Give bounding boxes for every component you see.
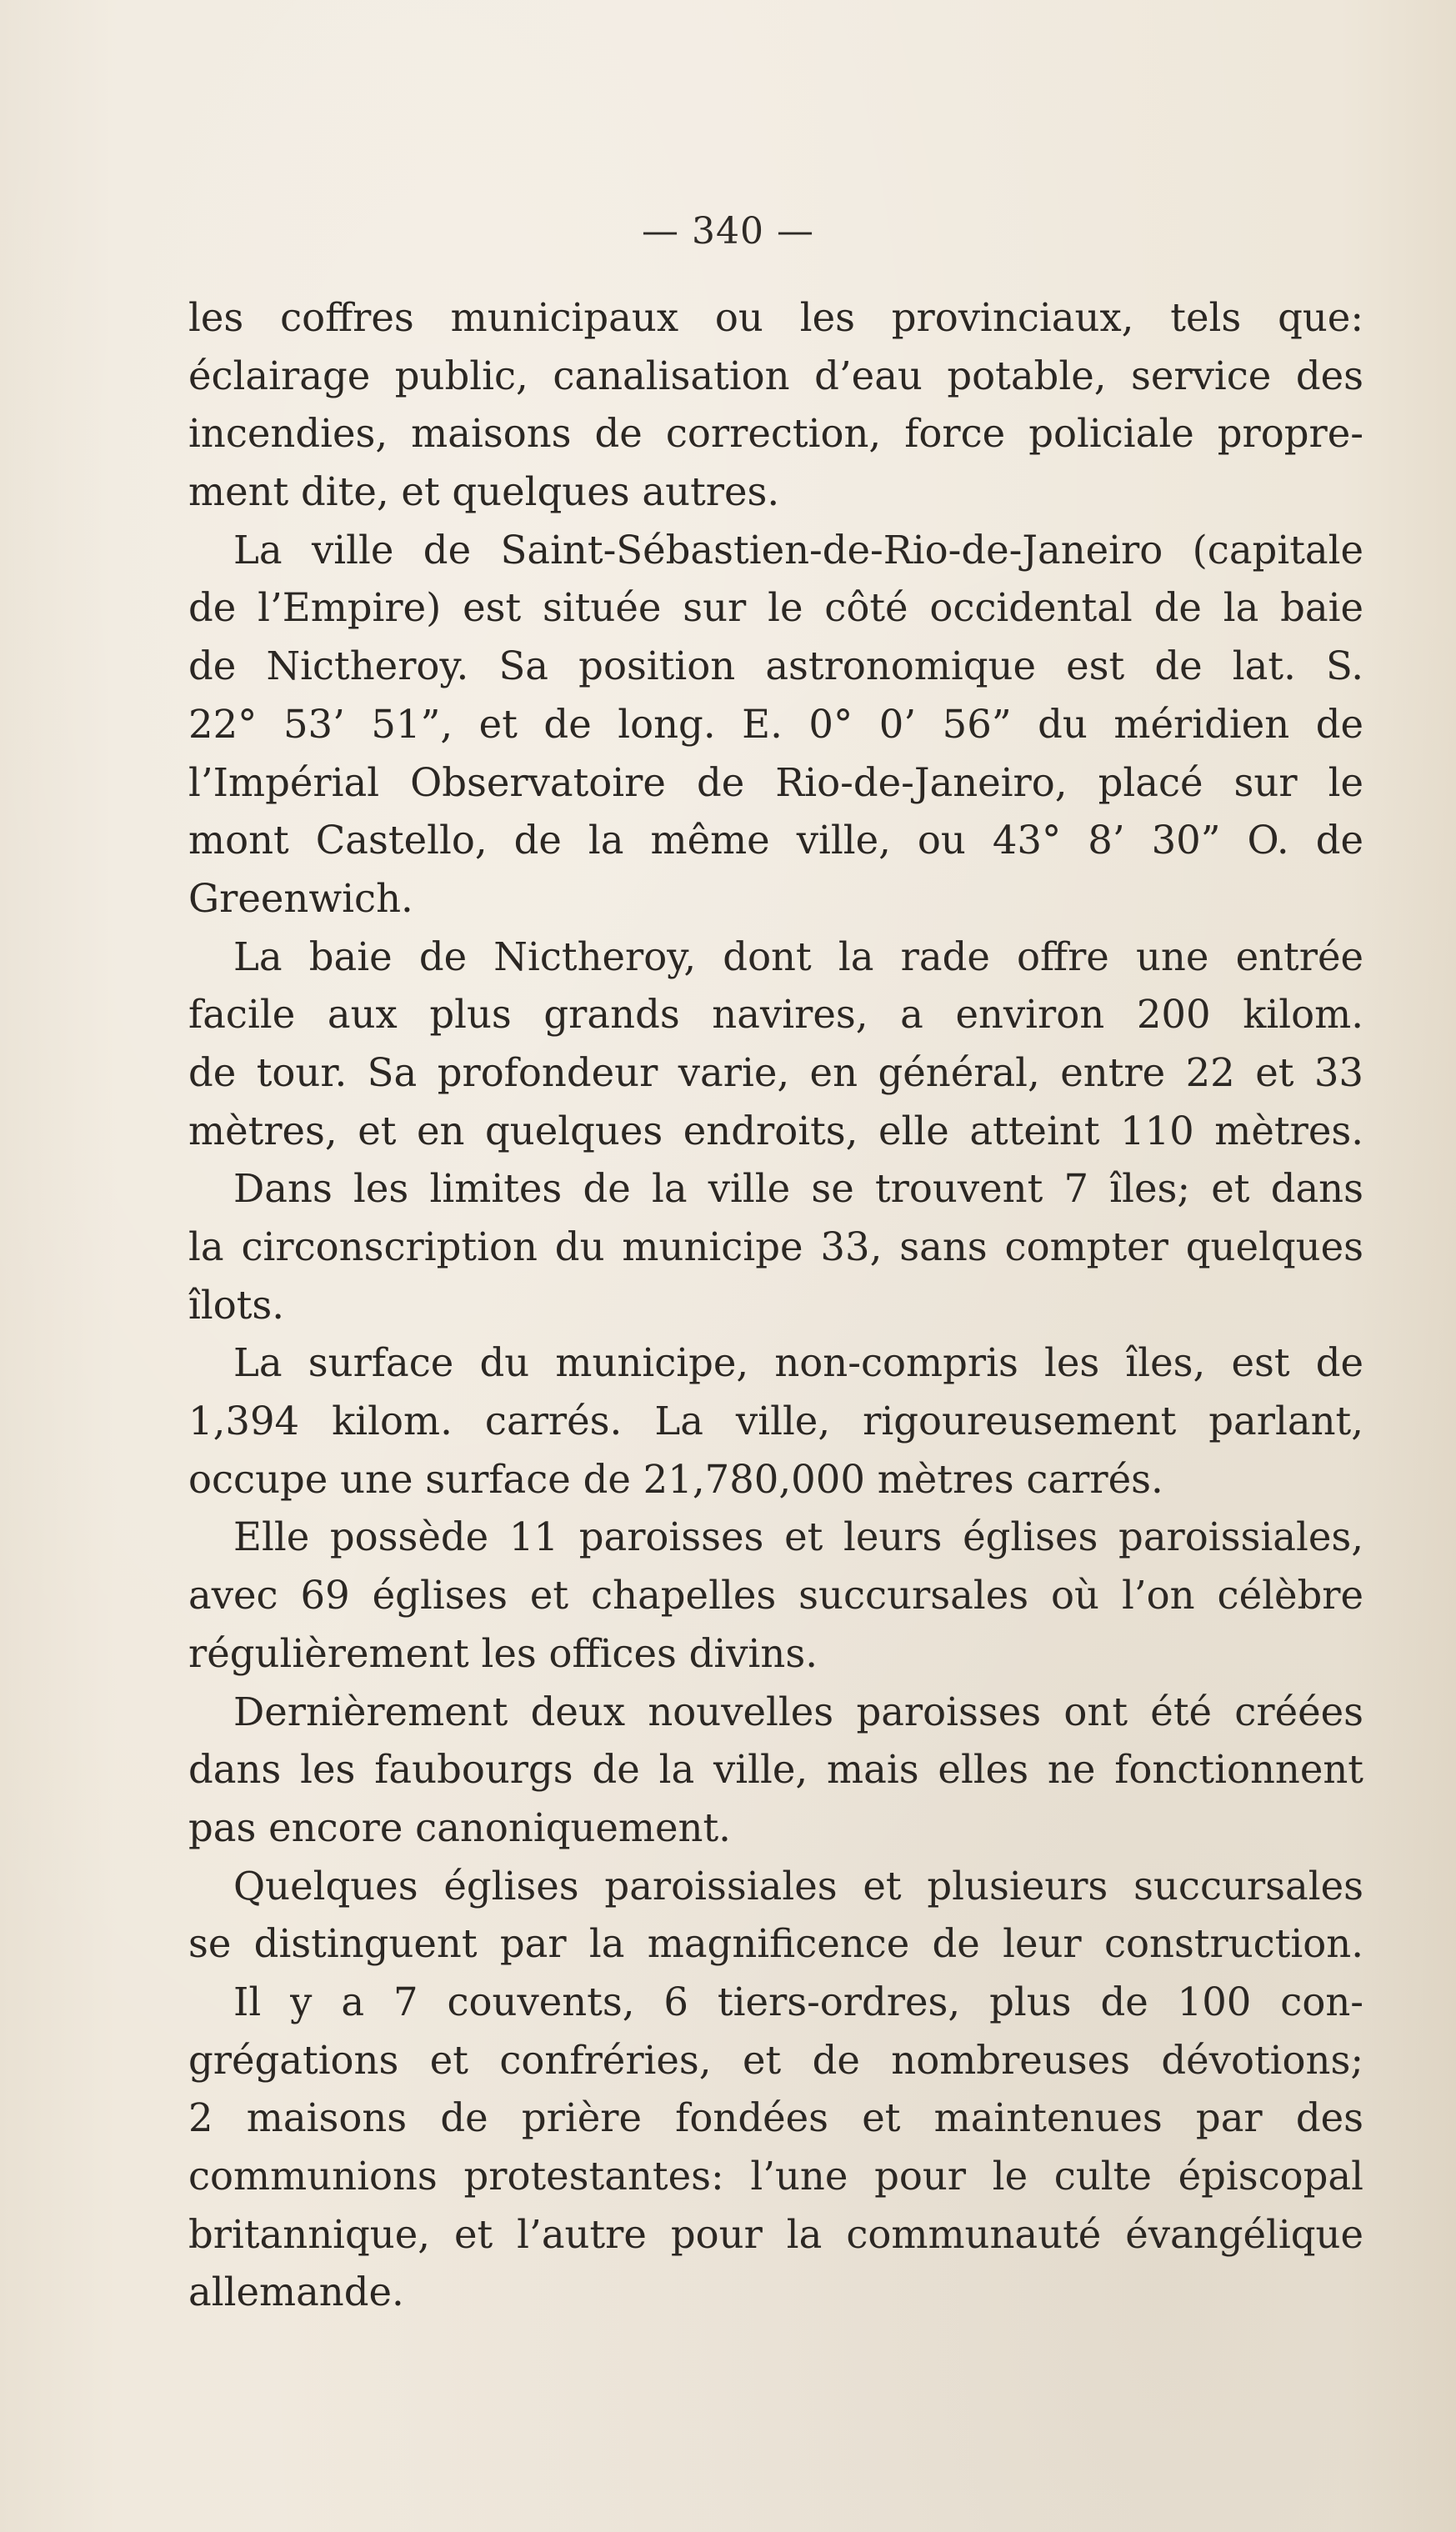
text-line: 1,394 kilom. carrés. La ville, rigoureusement parlant, xyxy=(188,1399,1363,1444)
text-line: Il y a 7 couvents, 6 tiers-ordres, plus de 100 con- xyxy=(233,1979,1363,2024)
text-line: allemande. xyxy=(188,2269,404,2315)
text-line: La ville de Saint-Sébastien-de-Rio-de-Janeiro (capitale xyxy=(233,527,1363,573)
text-line: La baie de Nictheroy, dont la rade offre une entrée xyxy=(233,933,1363,979)
text-line: la circonscription du municipe 33, sans compter quelques xyxy=(188,1224,1363,1269)
text-line: britannique, et l’autre pour la communauté évangélique xyxy=(188,2211,1363,2257)
text-line: 2 maisons de prière fondées et maintenues par des xyxy=(188,2095,1363,2141)
text-line: avec 69 églises et chapelles succursales où l’on célèbre xyxy=(188,1573,1363,1619)
text-line: La surface du municipe, non-compris les îles, est de xyxy=(233,1340,1363,1386)
text-line: mont Castello, de la même ville, ou 43° 8’ 30” O. de xyxy=(188,818,1363,863)
text-line: dans les faubourgs de la ville, mais elles ne fonctionnent xyxy=(188,1747,1363,1793)
text-line: 22° 53’ 51”, et de long. E. 0° 0’ 56” du méridien de xyxy=(188,701,1363,747)
text-line: incendies, maisons de correction, force policiale propre- xyxy=(188,411,1363,457)
text-line: de Nictheroy. Sa position astronomique est de lat. S. xyxy=(188,643,1363,689)
text-line: Dernièrement deux nouvelles paroisses ont été créées xyxy=(233,1689,1363,1734)
text-line: occupe une surface de 21,780,000 mètres carrés. xyxy=(188,1456,1163,1502)
text-line: éclairage public, canalisation d’eau potable, service des xyxy=(188,353,1363,398)
text-line: régulièrement les offices divins. xyxy=(188,1630,818,1676)
text-line: de l’Empire) est située sur le côté occidental de la baie xyxy=(188,585,1363,631)
page-number: — 340 — xyxy=(642,210,814,253)
text-line: les coffres municipaux ou les provinciaux, tels que: xyxy=(188,295,1363,340)
text-line: se distinguent par la magnificence de leur construction. xyxy=(188,1921,1363,1967)
text-line: îlots. xyxy=(188,1282,285,1328)
text-line: grégations et confréries, et de nombreuses dévotions; xyxy=(188,2037,1363,2083)
text-line: communions protestantes: l’une pour le culte épiscopal xyxy=(188,2154,1363,2199)
text-line: l’Impérial Observatoire de Rio-de-Janeiro, placé sur le xyxy=(188,759,1363,805)
text-line: Quelques églises paroissiales et plusieurs succursales xyxy=(233,1863,1363,1909)
body-text xyxy=(188,289,1363,2322)
text-line: Dans les limites de la ville se trouvent 7 îles; et dans xyxy=(233,1166,1363,1212)
text-line: facile aux plus grands navires, a environ 200 kilom. xyxy=(188,992,1363,1038)
text-line: mètres, et en quelques endroits, elle atteint 110 mètres. xyxy=(188,1108,1363,1153)
text-line: pas encore canoniquement. xyxy=(188,1804,731,1850)
text-line: Elle possède 11 paroisses et leurs églises paroissiales, xyxy=(233,1514,1363,1560)
text-line: ment dite, et quelques autres. xyxy=(188,469,780,515)
text-line: de tour. Sa profondeur varie, en général, entre 22 et 33 xyxy=(188,1049,1363,1095)
text-line: Greenwich. xyxy=(188,875,413,921)
